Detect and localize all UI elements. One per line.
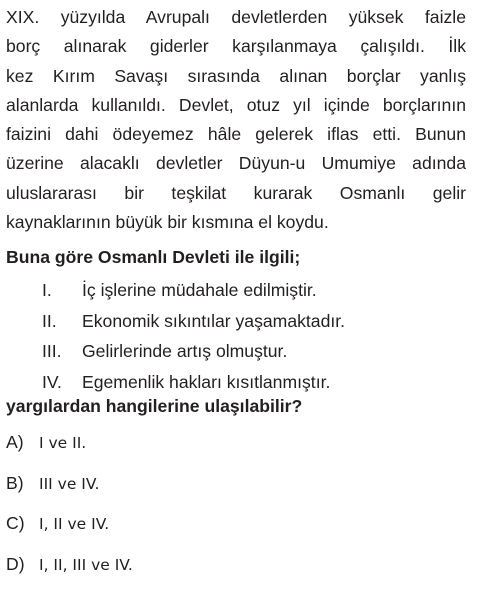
statement-text: İç işlerine müdahale edilmiştir. (82, 275, 317, 306)
passage-line: kaynaklarının büyük bir kısmına el koydu. (6, 208, 466, 237)
option-letter: D) (6, 551, 25, 577)
passage-line: üzerine alacaklı devletler Düyun-u Umumiye adında (6, 149, 466, 178)
statement-item (0, 367, 482, 398)
option-b[interactable] (0, 470, 482, 511)
question-stem-prompt: yargılardan hangilerine ulaşılabilir? (6, 396, 302, 417)
option-text: I ve II. (39, 430, 86, 456)
statement-numeral: II. (42, 306, 57, 337)
passage-line: alanlarda kullanıldı. Devlet, otuz yıl içinde borçlarının (6, 91, 466, 120)
option-text: III ve IV. (39, 471, 99, 497)
option-d[interactable] (0, 551, 482, 591)
passage-line: XIX. yüzyılda Avrupalı devletlerden yüksek faizle (6, 3, 466, 32)
option-c[interactable] (0, 510, 482, 551)
passage-line: faizini dahi ödeyemez hâle gelerek iflas etti. Bunun (6, 120, 466, 149)
statement-item (0, 336, 482, 367)
statement-numeral: IV. (42, 367, 62, 398)
passage-line: uluslararası bir teşkilat kurarak Osmanlı gelir (6, 179, 466, 208)
passage-line: borç alınarak giderler karşılanmaya çalışıldı. İlk (6, 32, 466, 61)
statement-numeral: I. (42, 275, 52, 306)
option-a[interactable] (0, 429, 482, 470)
option-letter: A) (6, 429, 24, 455)
statement-text: Egemenlik hakları kısıtlanmıştır. (82, 367, 330, 398)
option-letter: B) (6, 470, 24, 496)
statement-text: Gelirlerinde artış olmuştur. (82, 336, 287, 367)
passage-line: kez Kırım Savaşı sırasında alınan borçlar yanlış (6, 62, 466, 91)
statement-list (0, 275, 482, 398)
passage-text (6, 3, 466, 237)
question-stem-intro: Buna göre Osmanlı Devleti ile ilgili; (6, 247, 300, 268)
statement-item (0, 275, 482, 306)
option-text: I, II ve IV. (39, 511, 109, 537)
statement-text: Ekonomik sıkıntılar yaşamaktadır. (82, 306, 345, 337)
option-text: I, II, III ve IV. (39, 552, 133, 578)
statement-numeral: III. (42, 336, 62, 367)
statement-item (0, 306, 482, 337)
answer-options (0, 429, 482, 591)
option-letter: C) (6, 510, 25, 536)
